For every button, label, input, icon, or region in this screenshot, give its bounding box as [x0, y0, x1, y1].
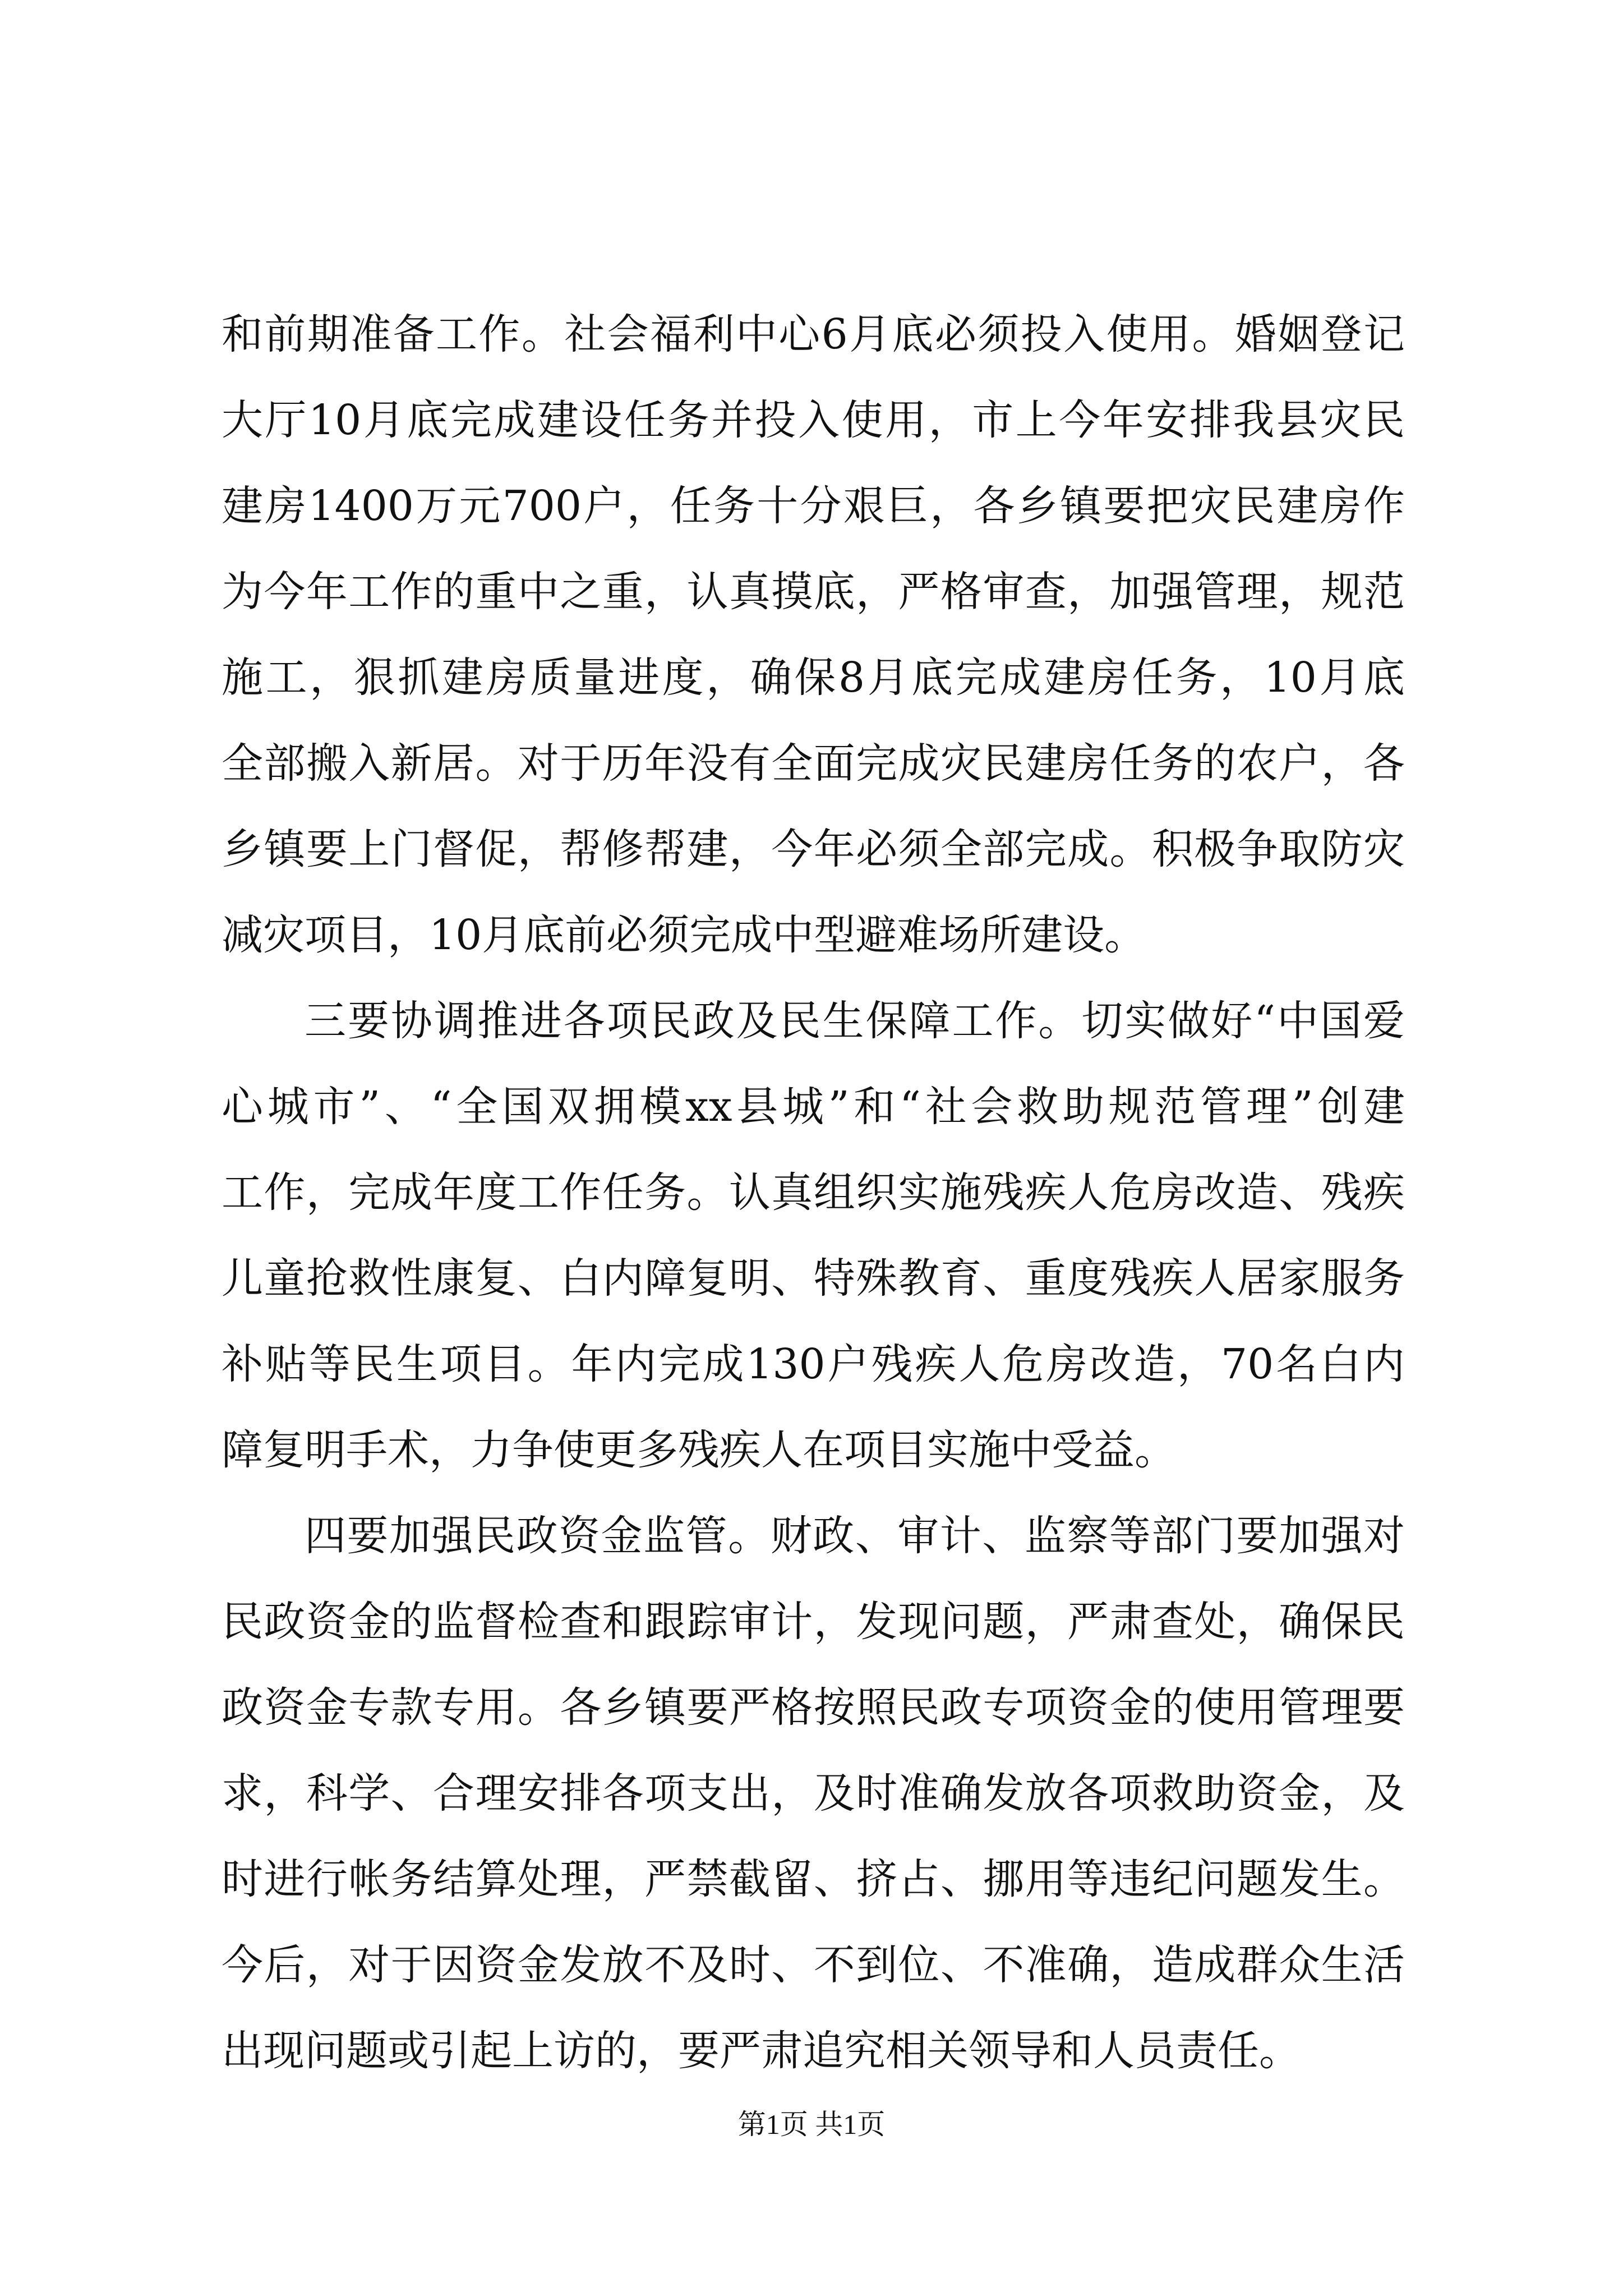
text-line: 全部搬入新居。对于历年没有全面完成灾民建房任务的农户，各	[222, 739, 1405, 788]
text-line: 和前期准备工作。社会福利中心6月底必须投入使用。婚姻登记	[222, 310, 1405, 358]
text-line: 补贴等民生项目。年内完成130户残疾人危房改造，70名白内	[222, 1340, 1405, 1388]
text-line: 时进行帐务结算处理，严禁截留、挤占、挪用等违纪问题发生。	[222, 1855, 1405, 1903]
text-line: 大厅10月底完成建设任务并投入使用，市上今年安排我县灾民	[222, 396, 1405, 444]
text-line: 出现问题或引起上访的，要严肃追究相关领导和人员责任。	[222, 2027, 1301, 2075]
text-line: 工作，完成年度工作任务。认真组织实施残疾人危房改造、残疾	[222, 1168, 1405, 1217]
text-line: 施工，狠抓建房质量进度，确保8月底完成建房任务，10月底	[222, 654, 1405, 702]
text-line: 儿童抢救性康复、白内障复明、特殊教育、重度残疾人居家服务	[222, 1254, 1405, 1303]
paragraph-disaster-housing	[222, 292, 1405, 978]
text-line: 为今年工作的重中之重，认真摸底，严格审查，加强管理，规范	[222, 568, 1405, 616]
paragraph-fund-supervision	[222, 1493, 1405, 2094]
text-line: 今后，对于因资金发放不及时、不到位、不准确，造成群众生活	[222, 1941, 1405, 1989]
text-line: 求，科学、合理安排各项支出，及时准确发放各项救助资金，及	[222, 1769, 1405, 1818]
text-line: 政资金专款专用。各乡镇要严格按照民政专项资金的使用管理要	[222, 1683, 1405, 1732]
text-line: 民政资金的监督检查和跟踪审计，发现问题，严肃查处，确保民	[222, 1598, 1405, 1646]
document-body	[222, 292, 1405, 2094]
text-line: 乡镇要上门督促，帮修帮建，今年必须全部完成。积极争取防灾	[222, 825, 1405, 873]
text-line: 心城市”、“全国双拥模xx县城”和“社会救助规范管理”创建	[222, 1083, 1405, 1131]
text-line: 障复明手术，力争使更多残疾人在项目实施中受益。	[222, 1426, 1176, 1474]
text-line: 建房1400万元700户，任务十分艰巨，各乡镇要把灾民建房作	[222, 482, 1405, 530]
paragraph-civil-affairs-livelihood	[222, 978, 1405, 1493]
text-line: 三要协调推进各项民政及民生保障工作。切实做好“中国爱	[305, 997, 1405, 1045]
text-line: 四要加强民政资金监管。财政、审计、监察等部门要加强对	[305, 1512, 1405, 1560]
page-footer: 第1页 共1页	[737, 2109, 886, 2140]
text-line: 减灾项目，10月底前必须完成中型避难场所建设。	[222, 911, 1146, 959]
